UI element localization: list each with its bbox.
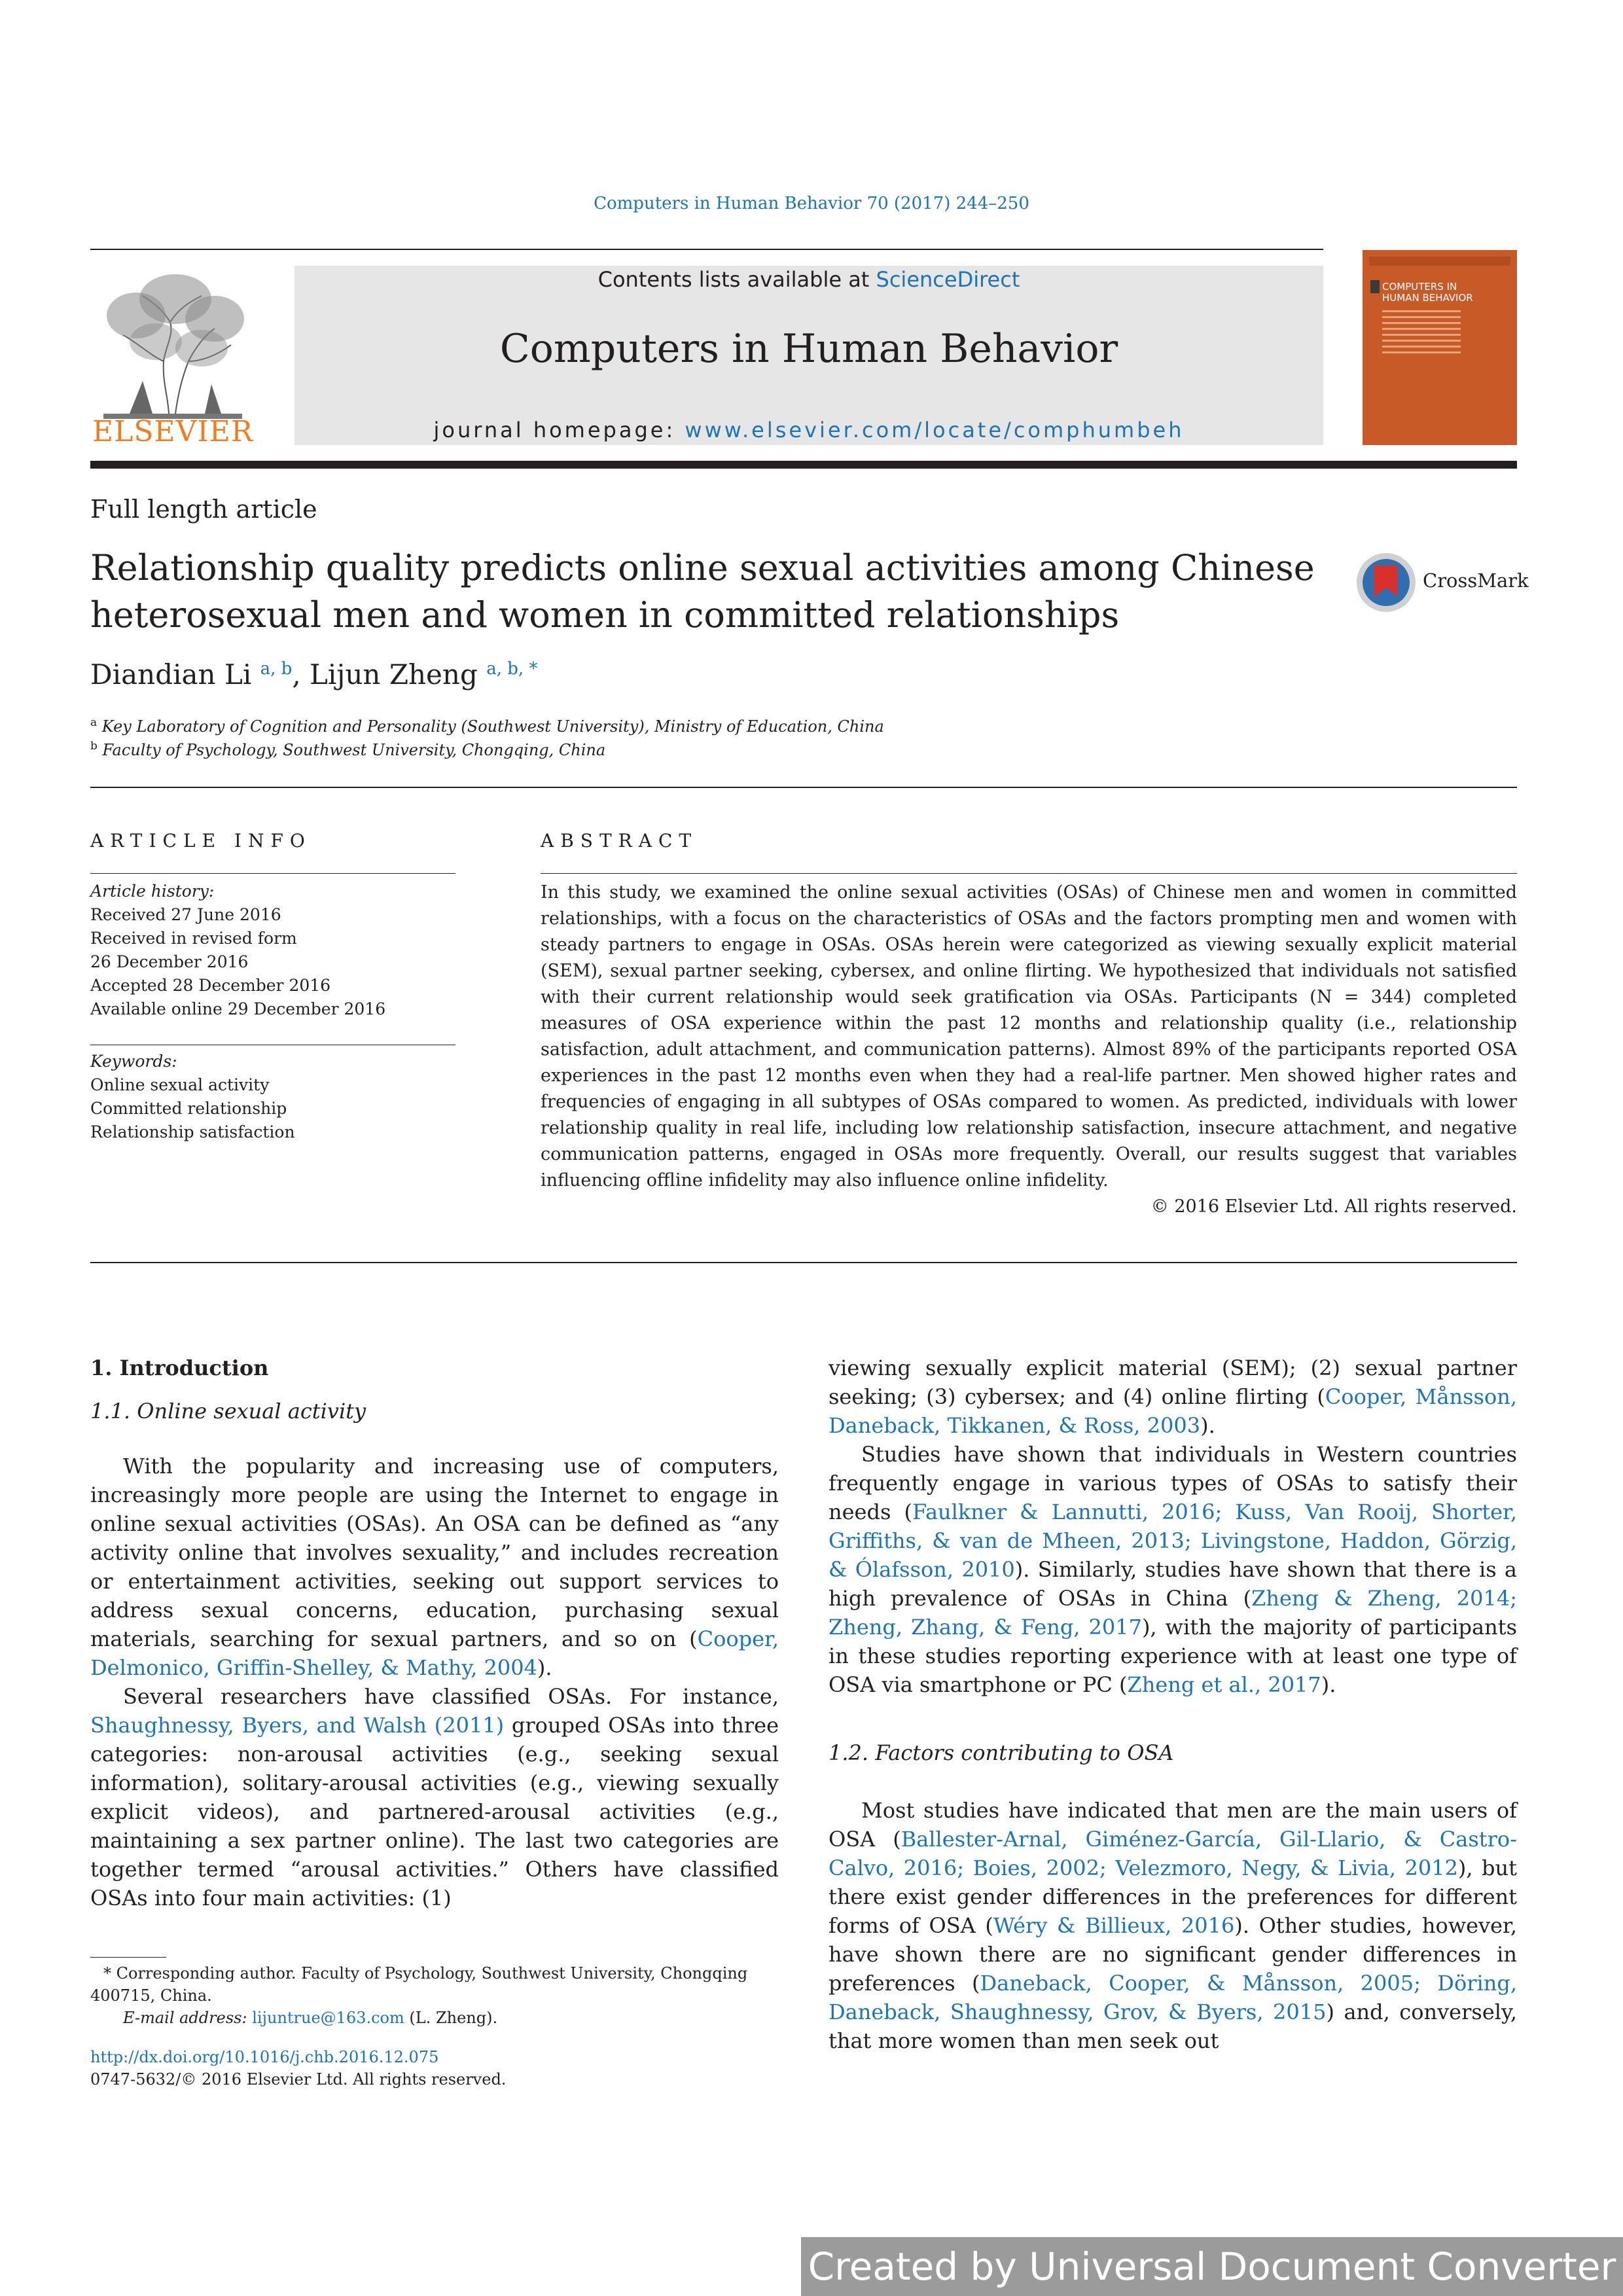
affiliation-b-marker: b xyxy=(90,740,98,753)
email-note xyxy=(90,2007,779,2029)
corresponding-author-note: * Corresponding author. Faculty of Psychology, Southwest University, Chongqing 400715, China. xyxy=(90,1964,748,2005)
abstract-copyright: © 2016 Elsevier Ltd. All rights reserved. xyxy=(1150,1196,1517,1217)
header-thick-rule xyxy=(90,461,1517,469)
email-label: E-mail address: xyxy=(123,2009,253,2027)
paragraph-text: Studies have shown that individuals in Western countries frequently engage in various types of OSAs to satisfy their needs ( xyxy=(829,1442,1517,1524)
footnotes xyxy=(90,1962,779,2090)
citation-link[interactable]: Cooper, Månsson, Daneback, Tikkanen, & Ross, 2003 xyxy=(829,1384,1518,1438)
email-link[interactable]: lijuntrue@163.com xyxy=(252,2009,404,2027)
history-accepted: Accepted 28 December 2016 xyxy=(90,976,331,995)
homepage-line xyxy=(294,418,1323,442)
doi-link-wrap xyxy=(90,2046,779,2068)
paragraph-text: grouped OSAs into three categories: non-arousal activities (e.g., seeking sexual information), solitary-arousal activities (e.g., viewing sexually explicit videos), and partnered-arousal activities (e.g., maintaining a sex partner online). The last two categories are together termed “arousal activities.” Others have classified OSAs into four main activities: (1) xyxy=(90,1713,779,1910)
abstract-bottom-rule xyxy=(90,1262,1517,1263)
homepage-prefix: journal homepage: xyxy=(433,418,685,442)
author-li: Diandian Li xyxy=(90,658,252,691)
publisher-name: ELSEVIER xyxy=(92,415,253,448)
keywords xyxy=(90,1050,295,1144)
paragraph-text: ). xyxy=(1321,1672,1336,1697)
citation-link[interactable]: Faulkner & Lannutti, 2016; Kuss, Van Rooij, Shorter, Griffiths, & van de Mheen, 2013; Livingstone, Haddon, Görzig, & Ólafsson, 2010 xyxy=(829,1499,1518,1582)
affiliation-b xyxy=(90,740,605,759)
crossmark-label: CrossMark xyxy=(1423,569,1529,592)
citation-link[interactable]: Ballester-Arnal, Giménez-García, Gil-Llario, & Castro-Calvo, 2016; Boies, 2002; Velezmoro, Negy, & Livia, 2012 xyxy=(829,1827,1518,1880)
history-received: Received 27 June 2016 xyxy=(90,905,281,924)
author-zheng: , Lijun Zheng xyxy=(292,658,478,691)
journal-cover-thumbnail[interactable] xyxy=(1363,250,1517,445)
right-column xyxy=(829,1354,1517,2055)
paragraph-text: ). xyxy=(537,1655,552,1680)
keyword-item: Online sexual activity xyxy=(90,1075,270,1094)
issn-line: 0747-5632/© 2016 Elsevier Ltd. All rights reserved. xyxy=(90,2070,507,2089)
converter-watermark: Created by Universal Document Converter xyxy=(801,2237,1623,2296)
author-list xyxy=(90,658,537,691)
footnote-rule xyxy=(90,1957,166,1958)
crossmark-icon xyxy=(1355,551,1418,614)
author-li-affiliation[interactable]: a, b xyxy=(260,659,293,679)
section-heading-introduction: 1. Introduction xyxy=(90,1355,269,1380)
affiliation-a-marker: a xyxy=(90,716,98,729)
cover-text-lines xyxy=(1382,310,1461,356)
article-info-rule xyxy=(90,873,455,874)
citation-link[interactable]: Shaughnessy, Byers, and Walsh (2011) xyxy=(90,1713,505,1738)
cover-title-line1: COMPUTERS IN xyxy=(1382,281,1457,293)
paragraph-text: ) and, conversely, that more women than men seek out xyxy=(829,2000,1518,2053)
history-revised: Received in revised form xyxy=(90,929,297,948)
paragraph-text: Several researchers have classified OSAs. For instance, xyxy=(123,1684,779,1709)
subsection-heading-factors: 1.2. Factors contributing to OSA xyxy=(829,1740,1174,1765)
keyword-item: Relationship satisfaction xyxy=(90,1122,295,1141)
citation-link[interactable]: Cooper, Delmonico, Griffin-Shelley, & Mathy, 2004 xyxy=(90,1626,779,1680)
journal-citation[interactable]: Computers in Human Behavior 70 (2017) 244–250 xyxy=(594,194,1029,213)
cover-title-line2: HUMAN BEHAVIOR xyxy=(1382,292,1473,304)
paragraph-text: ). xyxy=(1200,1413,1215,1438)
elsevier-logo xyxy=(90,263,255,448)
affiliation-b-text: Faculty of Psychology, Southwest University, Chongqing, China xyxy=(102,741,606,759)
header-rule xyxy=(90,249,1323,250)
abstract-rule xyxy=(541,873,1517,874)
paragraph xyxy=(829,1354,1517,1440)
affiliation-rule xyxy=(90,787,1517,788)
abstract-label: ABSTRACT xyxy=(541,830,698,852)
crossmark-badge[interactable] xyxy=(1355,551,1529,614)
paragraph xyxy=(90,1682,779,1912)
paragraph-text: ). Other studies, however, have shown there are no significant gender differences in preferences ( xyxy=(829,1913,1518,1996)
article-history xyxy=(90,880,385,1021)
keywords-label: Keywords: xyxy=(90,1052,177,1071)
title-line-1: Relationship quality predicts online sexual activities among Chinese xyxy=(90,547,1315,588)
subsection-heading-online-sexual-activity: 1.1. Online sexual activity xyxy=(90,1399,366,1424)
paragraph-text: viewing sexually explicit material (SEM); (2) sexual partner seeking; (3) cybersex; and (4) online flirting ( xyxy=(829,1355,1517,1409)
left-column xyxy=(90,1354,779,1912)
citation-link[interactable]: Zheng et al., 2017 xyxy=(1127,1672,1321,1697)
paragraph xyxy=(829,1796,1517,2055)
paragraph-text: ), but there exist gender differences in the preferences for different forms of OSA ( xyxy=(829,1856,1517,1938)
affiliation-a-text: Key Laboratory of Cognition and Personality (Southwest University), Ministry of Education, China xyxy=(101,717,884,736)
cover-title xyxy=(1382,281,1473,304)
journal-title: Computers in Human Behavior xyxy=(499,326,1118,372)
contents-line xyxy=(294,267,1323,292)
title-line-2: heterosexual men and women in committed relationships xyxy=(90,594,1120,636)
sciencedirect-link[interactable]: ScienceDirect xyxy=(876,267,1020,292)
contents-prefix: Contents lists available at xyxy=(597,267,876,292)
history-online: Available online 29 December 2016 xyxy=(90,999,386,1018)
journal-banner xyxy=(294,266,1323,445)
abstract xyxy=(541,880,1517,1220)
article-info-label: ARTICLE INFO xyxy=(90,830,312,852)
citation-link[interactable]: Zheng & Zheng, 2014; Zheng, Zhang, & Feng, 2017 xyxy=(829,1586,1518,1640)
email-suffix: (L. Zheng). xyxy=(404,2009,498,2027)
paragraph-text: ), with the majority of participants in these studies reporting experience with at least one type of OSA via smartphone or PC ( xyxy=(829,1615,1517,1697)
homepage-link[interactable]: www.elsevier.com/locate/comphumbeh xyxy=(685,418,1185,442)
history-revised-date: 26 December 2016 xyxy=(90,952,249,971)
cover-emblem-icon xyxy=(1370,280,1380,293)
doi-link[interactable]: http://dx.doi.org/10.1016/j.chb.2016.12.075 xyxy=(90,2048,439,2066)
cover-strip xyxy=(1369,257,1510,266)
paragraph xyxy=(90,1452,779,1682)
article-type: Full length article xyxy=(90,495,317,524)
paragraph-text: ). Similarly, studies have shown that there is a high prevalence of OSAs in China ( xyxy=(829,1557,1517,1611)
paragraph xyxy=(829,1440,1517,1699)
citation-link[interactable]: Daneback, Cooper, & Månsson, 2005; Döring, Daneback, Shaughnessy, Grov, & Byers, 2015 xyxy=(829,1971,1518,2024)
paragraph-text: Most studies have indicated that men are the main users of OSA ( xyxy=(829,1798,1517,1852)
author-zheng-affiliation[interactable]: a, b, * xyxy=(486,659,538,679)
keyword-item: Committed relationship xyxy=(90,1099,287,1118)
citation-link[interactable]: Wéry & Billieux, 2016 xyxy=(993,1913,1235,1938)
affiliation-a xyxy=(90,716,884,736)
article-title xyxy=(90,545,1334,639)
paragraph-text: With the popularity and increasing use of computers, increasingly more people are using the Internet to engage in online sexual activities (OSAs). An OSA can be defined as “any activity online that involves sexuality,” and includes recreation or entertainment activities, seeking out support services to address sexual concerns, education, purchasing sexual materials, searching for sexual partners, and so on ( xyxy=(90,1454,779,1651)
abstract-text: In this study, we examined the online sexual activities (OSAs) of Chinese men and women in committed relationships, with a focus on the characteristics of OSAs and the factors prompting men and women with steady partners to engage in OSAs. OSAs herein were categorized as viewing sexually explicit material (SEM), sexual partner seeking, cybersex, and online flirting. We hypothesized that individuals not satisfied with their current relationship would seek gratification via OSAs. Participants (N = 344) completed measures of OSA experience within the past 12 months and relationship quality (i.e., relationship satisfaction, adult attachment, and communication patterns). Almost 89% of the participants reported OSA experiences in the past 12 months even when they had a real-life partner. Men showed higher rates and frequencies of engaging in all subtypes of OSAs compared to women. As predicted, individuals with lower relationship quality in real life, including low relationship satisfaction, insecure attachment, and negative communication patterns, engaged in OSAs more frequently. Overall, our results suggest that variables influencing offline infidelity may also influence online infidelity. xyxy=(541,882,1517,1191)
history-label: Article history: xyxy=(90,882,215,901)
